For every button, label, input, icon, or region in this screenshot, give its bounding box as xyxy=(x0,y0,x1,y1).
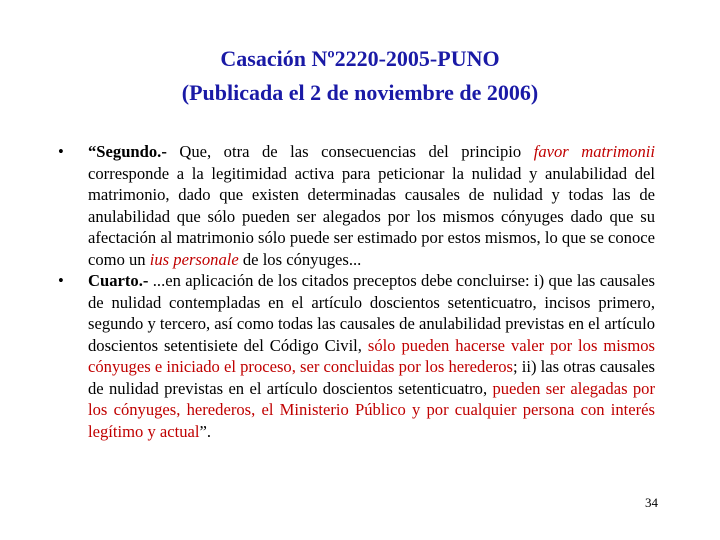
page-number: 34 xyxy=(645,495,658,510)
segment-text: pueden ser alegadas por los cónyuges, herederos, el Ministerio Público y por cualquier persona con interés legítimo y actual xyxy=(88,378,655,441)
segment-text: corresponde a la legitimidad activa para peticionar la nulidad y anulabilidad del matrimonio, dado que existen determinadas causales de nulidad y todas las de anulabilidad que sólo pueden ser alegados por los mismos cónyuges dado que su afectación al matrimonio sólo puede ser estimado por estos mismos, lo que se conoce como un xyxy=(88,163,655,269)
title-line-2: (Publicada el 2 de noviembre de 2006) xyxy=(181,80,539,105)
segment-text: Cuarto.- xyxy=(88,271,149,290)
bullet-item-cuarto xyxy=(58,270,655,442)
bullet-marker: • xyxy=(58,271,64,290)
segment-text: “Segundo.- xyxy=(88,142,167,161)
segment-text: favor matrimonii xyxy=(533,142,655,161)
segment-text: ; ii) las otras causales de nulidad previstas en el artículo doscientos setenticuatro, xyxy=(88,357,655,398)
bullet-item-segundo xyxy=(58,141,655,270)
segment-text: Que, otra de las consecuencias del principio xyxy=(166,142,534,161)
segment-text: de los cónyuges... xyxy=(238,249,362,269)
segment-text: ...en aplicación de los citados preceptos debe concluirse: i) que las causales de nulidad contempladas en el artículo doscientos setenticuatro, incisos primero, segundo y tercero, así como todas las causales de anulabilidad previstas en el artículo doscientos setentisiete del Código Civil, xyxy=(88,271,655,355)
bullet-list xyxy=(58,141,655,442)
segment-text: sólo pueden hacerse valer por los mismos cónyuges e iniciado el proceso, ser concluidas por los herederos xyxy=(88,335,655,376)
slide-title xyxy=(0,42,720,110)
segment-text: ”. xyxy=(199,421,212,441)
bullet-marker: • xyxy=(58,142,64,161)
segment-text: ius personale xyxy=(149,249,239,269)
title-line-1: Casación Nº2220-2005-PUNO xyxy=(220,46,500,71)
